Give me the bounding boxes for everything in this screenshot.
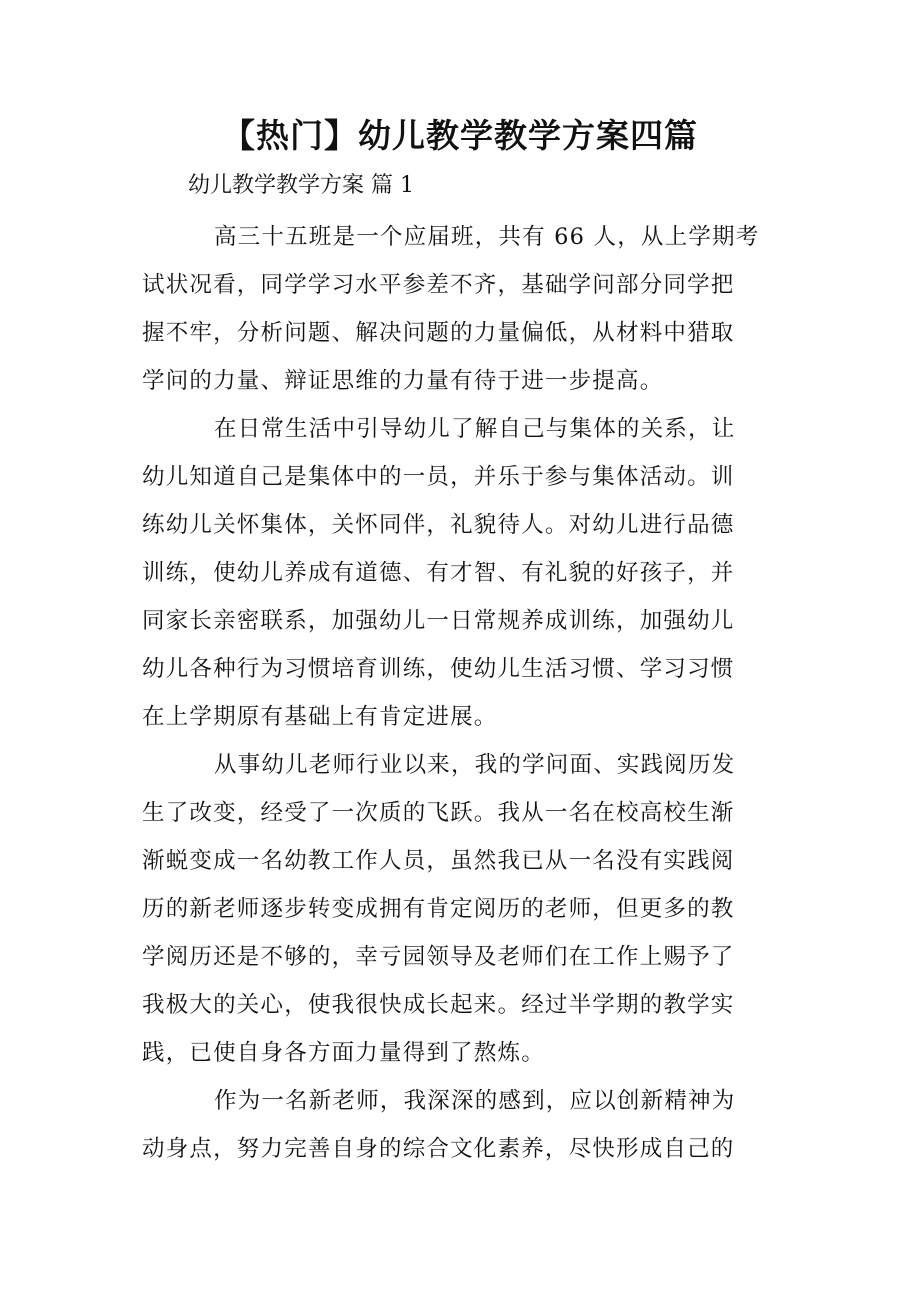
- paragraph-3-line-3: 渐蜕变成一名幼教工作人员，虽然我已从一名没有实践阅: [142, 848, 735, 874]
- paragraph-3-line-1: 从事幼儿老师行业以来，我的学问面、实践阅历发: [214, 752, 736, 778]
- paragraph-1-line-2: 试状况看，同学学习水平参差不齐，基础学问部分同学把: [142, 272, 735, 298]
- paragraph-2-line-3: 练幼儿关怀集体，关怀同伴，礼貌待人。对幼儿进行品德: [142, 512, 735, 538]
- paragraph-4-line-1: 作为一名新老师，我深深的感到，应以创新精神为: [214, 1088, 736, 1114]
- paragraph-2-line-5: 同家长亲密联系，加强幼儿一日常规养成训练，加强幼儿: [142, 608, 735, 634]
- paragraph-2-line-6: 幼儿各种行为习惯培育训练，使幼儿生活习惯、学习习惯: [142, 656, 735, 682]
- document-title: 【热门】幼儿教学教学方案四篇: [222, 116, 698, 155]
- paragraph-3-line-5: 学阅历还是不够的，幸亏园领导及老师们在工作上赐予了: [142, 944, 735, 970]
- paragraph-4-line-2: 动身点，努力完善自身的综合文化素养，尽快形成自己的: [142, 1136, 735, 1162]
- paragraph-2-line-1: 在日常生活中引导幼儿了解自己与集体的关系，让: [214, 416, 736, 442]
- paragraph-2-line-4: 训练，使幼儿养成有道德、有才智、有礼貌的好孩子，并: [142, 560, 735, 586]
- paragraph-2-line-2: 幼儿知道自己是集体中的一员，并乐于参与集体活动。训: [142, 464, 735, 490]
- paragraph-1-line-3: 握不牢，分析问题、解决问题的力量偏低，从材料中猎取: [142, 320, 735, 346]
- section-heading: 幼儿教学教学方案 篇 1: [188, 173, 414, 198]
- paragraph-3-line-2: 生了改变，经受了一次质的飞跃。我从一名在校高校生渐: [142, 800, 735, 826]
- paragraph-3-line-7: 践，已使自身各方面力量得到了熬炼。: [142, 1040, 545, 1066]
- paragraph-1-line-1: 高三十五班是一个应届班，共有 66 人，从上学期考: [214, 224, 760, 250]
- paragraph-1-line-4: 学问的力量、辩证思维的力量有待于进一步提高。: [142, 368, 664, 394]
- paragraph-2-line-7: 在上学期原有基础上有肯定进展。: [142, 704, 498, 730]
- paragraph-3-line-4: 历的新老师逐步转变成拥有肯定阅历的老师，但更多的教: [142, 896, 735, 922]
- paragraph-3-line-6: 我极大的关心，使我很快成长起来。经过半学期的教学实: [142, 992, 735, 1018]
